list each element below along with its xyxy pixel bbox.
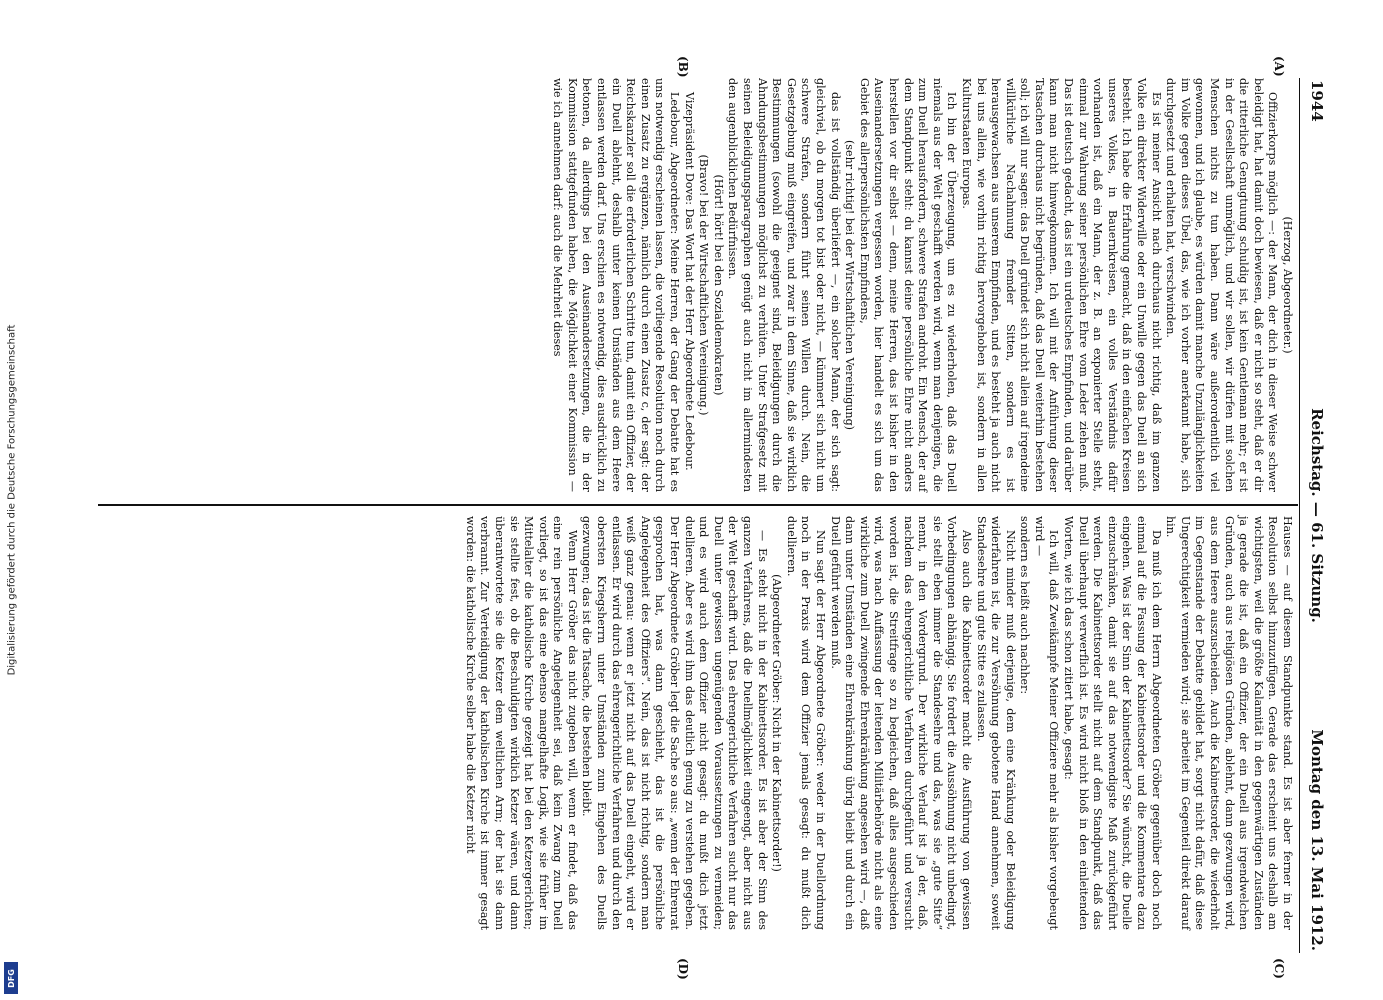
dfg-logo [4, 962, 18, 994]
paragraph: Da muß ich dem Herrn Abgeordneten Gröber gegenüber doch noch einmal auf die Fassung der Kabinettsorder und die Kommentare dazu eingehen. Was ist der Sinn der Kabinettsorder? Sie wünscht, die Duelle einzuschränken, damit sie auf das notwendigste Maß zurückgeführt werden. Die Kabinettsorder stellt nicht auf dem Standpunkt, daß das Duell überhaupt verwerflich ist. Es wird nicht bloß in den einleitenden Worten, wie ich das schon zitiert habe, gesagt: [1062, 516, 1163, 930]
speaker-line: (Herzog, Abgeordneter.) [1281, 216, 1294, 354]
paragraph: sondern es heißt auch nachher: [1018, 516, 1032, 695]
interjection: (sehr richtig! bei der Wirtschaftlichen Vereinigung) [843, 139, 857, 431]
paragraph: Nun sagt der Herr Abgeordnete Gröber: weder in der Duellordnung noch in der Praxis wird dem Offizier jemals gesagt: du mußt dich duellieren. [784, 516, 827, 930]
quotation: Nicht minder muß derjenige, dem eine Kränkung oder Beleidigung widerfahren ist, die zur Versöhnung gebotene Hand annehmen, soweit Standesehre und gute Sitte es zulassen. [974, 516, 1017, 930]
margin-mark-c: (C) [1272, 958, 1286, 979]
digitization-note [4, 0, 20, 1000]
paragraph: das ist vollständig überliefert —, ein solcher Mann, der sich sagt: gleichviel, ob du morgen tot bist oder nicht, — kümmert sich nicht um schwere Strafen, sondern führt seinen Willen durch. Nein, die Gesetzgebung muß eingreifen, und zwar in dem Sinne, daß sie wirklich Bestimmungen (sowohl die geeignet sind, Beleidigungen durch die Ahndungsbestimmungen möglichst zu verhüten. Unter Strafgesetz mit seinen Beleidigungsparagraphen genügt auch nicht im allermindesten den augenblicklichen Bedürfnissen. [726, 78, 842, 492]
paragraph: Offizierkorps möglich —: der Mann, der dich in dieser Weise schwer beleidigt hat, hat damit doch bewiesen, daß er nicht so steht, daß er dir die ritterliche Genugtuung schuldig ist, ist kein Gentleman mehr; er ist in der Gesellschaft unmöglich, und wir sollen, wir dürfen mit solchen Menschen nichts zu tun haben. Dann wäre außerordentlich viel gewonnen, und ich glaube, es würden damit manche Unzulänglichkeiten im Volke gegen dieses Übel, das, wie ich vorher anerkannt habe, sich durchgesetzt und erhalten hat, verschwinden. [1164, 78, 1280, 492]
margin-mark-b: (B) [676, 56, 690, 78]
page-header [1299, 78, 1330, 953]
session-title: Reichstag. — 61. Sitzung. [1308, 408, 1326, 623]
session-date: Montag den 13. Mai 1912. [1308, 729, 1326, 951]
page-content [95, 56, 1330, 980]
paragraph: Also auch die Kabinettsorder macht die Ausführung von gewissen Vorbedingungen abhängig. Sie fordert die Aussöhnung nicht unbedingt, sie stellt eben immer die Standesehre und das, was sie „gute Sitte“ nennt, in den Vordergrund. Der wirkliche Verlauf ist ja der, daß, nachdem das ehrengerichtliche Verfahren durchgeführt und versucht worden ist, die Streitfrage so zu begleichen, daß alles ausgeschieden wird, was nach Auffassung der leitenden Militärbehörde nicht als eine wirkliche zum Duell zwingende Ehrenkränkung angesehen wird —, daß dann unter Umständen eine Ehrenkränkung übrig bleibt und durch ein Duell geführt werden muß. [828, 516, 973, 930]
paragraph: Ich bin der Überzeugung, um es zu wiederholen, daß das Duell niemals aus der Welt geschafft werden wird, wenn man denjenigen, die zum Duell herausfordern, schwere Strafen androht. Ein Mensch, der auf dem Standpunkt steht: du kannst deine persönliche Ehre nicht anders herstellen vor dir selbst — denn, meine Herren, das ist bisher in den Auseinandersetzungen vergessen worden, hier handelt es sich um das Gebiet des allerpersönlichsten Empfindens, [857, 78, 959, 492]
interjection: (Bravo! bei der Wirtschaftlichen Vereinigung.) [697, 154, 711, 416]
margin-mark-a: (A) [1272, 56, 1286, 77]
dfg-logo-text: DFG [6, 968, 16, 988]
paragraph: Ledebour, Abgeordneter: Meine Herren, der Gang der Debatte hat es uns notwendig erscheinen lassen, die vorliegende Resolution noch durch einen Zusatz zu ergänzen, nämlich durch einen Zusatz c, der sagt: der Reichskanzler soll die erforderlichen Schritte tun, damit ein Offizier, der ein Duell ablehnt, deshalb unter keinen Umständen aus dem Heere entlassen werden darf. Uns erschien es notwendig, dies ausdrücklich zu betonen, da allerdings bei den Auseinandersetzungen, die in der Kommission stattgefunden haben, die Möglichkeit einer Kommission — wie ich annehmen darf: auch die Mehrheit dieses [551, 78, 682, 492]
quotation: Ich will, daß Zweikämpfe Meiner Offiziere mehr als bisher vorgebeugt wird — [1032, 516, 1061, 930]
page-number: 1944 [1308, 80, 1326, 122]
digitization-note-text: Digitalisierung gefördert durch die Deutsche Forschungsgemeinschaft [6, 324, 18, 676]
scanned-page [95, 56, 1330, 980]
right-column [462, 516, 1294, 930]
interjection: (Hört! hört! bei den Sozialdemokraten) [711, 174, 725, 396]
paragraph: Wenn Herr Gröber das nicht zugeben will, wenn er findet, daß das eine rein persönliche Angelegenheit sei, daß kein Zwang zum Duell vorliegt, so ist das eine ebenso mangelhafte Logik, wie sie früher im Mittelalter die katholische Kirche gezeigt hat bei den Ketzergerichten; sie stellte fest, ob die Beschuldigten wirklich Ketzer wären, und dann überantwortete sie die Ketzer dem weltlichen Arm; der hat sie dann verbrannt. Zur Verteidigung der katholischen Kirche ist immer gesagt worden: die katholische Kirche selber habe die Ketzer nicht [463, 516, 579, 930]
interjection: (Abgeordneter Gröber: Nicht in der Kabinettsorder!) [770, 574, 784, 872]
paragraph: Es ist meiner Ansicht nach durchaus nicht richtig, daß im ganzen Volke ein direkter Widerwille oder ein Unwille gegen das Duell an sich besteht. Ich habe die Erfahrung gemacht, daß in den einfachen Kreisen unseres Volkes, in Bauernkreisen, ein volles Verständnis dafür vorhanden ist, daß ein Mann, der z. B. an exponierter Stelle steht, einmal zur Wahrung seiner persönlichen Ehre vom Leder ziehen muß. Das ist deutsch gedacht, das ist ein urdeutsches Empfinden, und darüber kann man nicht hinwegkommen. Ich will mit der Anführung dieser Tatsachen durchaus nicht begründen, daß das Duell weiterhin bestehen soll; ich will nur sagen: das Duell gründet sich nicht allein auf irgendeine willkürliche Nachahmung fremder Sitten, sondern es ist herausgewachsen aus unserem Empfinden, und es besteht ja auch nicht bei uns allein, wie vorhin richtig hervorgehoben ist, sondern in allen Kulturstaaten Europas. [959, 78, 1163, 492]
president-remark: Vizepräsident Dove: Das Wort hat der Herr Abgeordnete Ledebour. [682, 92, 696, 471]
paragraph: — Es steht nicht in der Kabinettsorder. Es ist aber der Sinn des ganzen Verfahrens, daß die Duellmöglichkeit eingeengt, aber nicht aus der Welt geschafft wird. Das ehrengerichtliche Verfahren sucht nur das Duell unter gewissen ungenügenden Voraussetzungen zu vermeiden; und es wird auch dem Offizier nicht gesagt: du mußt dich jetzt duellieren. Aber es wird ihm das deutlich genug zu verstehen gegeben. Der Herr Abgeordnete Gröber legt die Sache so aus: „wenn der Ehrenrat gesprochen hat, was dann geschieht, das ist die persönliche Angelegenheit des Offiziers“. Nein, das ist nicht richtig, sondern man weiß ganz genau: wenn er jetzt nicht auf das Duell eingeht, wird er entlassen. Er wird durch das ehrengerichtliche Verfahren und durch den obersten Kriegsherrn unter Umständen zum Eingehen des Duells gezwungen; das ist die Tatsache, die bestehen bleibt. [580, 516, 769, 930]
column-divider [98, 504, 1298, 506]
left-column [550, 78, 1294, 492]
margin-mark-d: (D) [676, 958, 690, 980]
paragraph: Hauses — auf diesem Standpunkte stand. Es ist aber ferner in der Resolution selbst hinzuzufügen. Gerade das erscheint uns deshalb am wichtigsten, weil die größte Kalamität in den gegenwärtigen Zuständen ja gerade die ist, daß ein Offizier, der ein Duell aus irgendwelchen Gründen, auch aus religiösen Gründen, ablehnt, dann gezwungen wird, aus dem Heere auszuscheiden. Auch die Kabinettsorder, die wiederholt im Gegenstande der Debatte gebildet hat, sorgt nicht dafür, daß diese Ungerechtigkeit vermieden wird; sie arbeitet im Gegenteil direkt darauf hin. [1164, 516, 1294, 930]
